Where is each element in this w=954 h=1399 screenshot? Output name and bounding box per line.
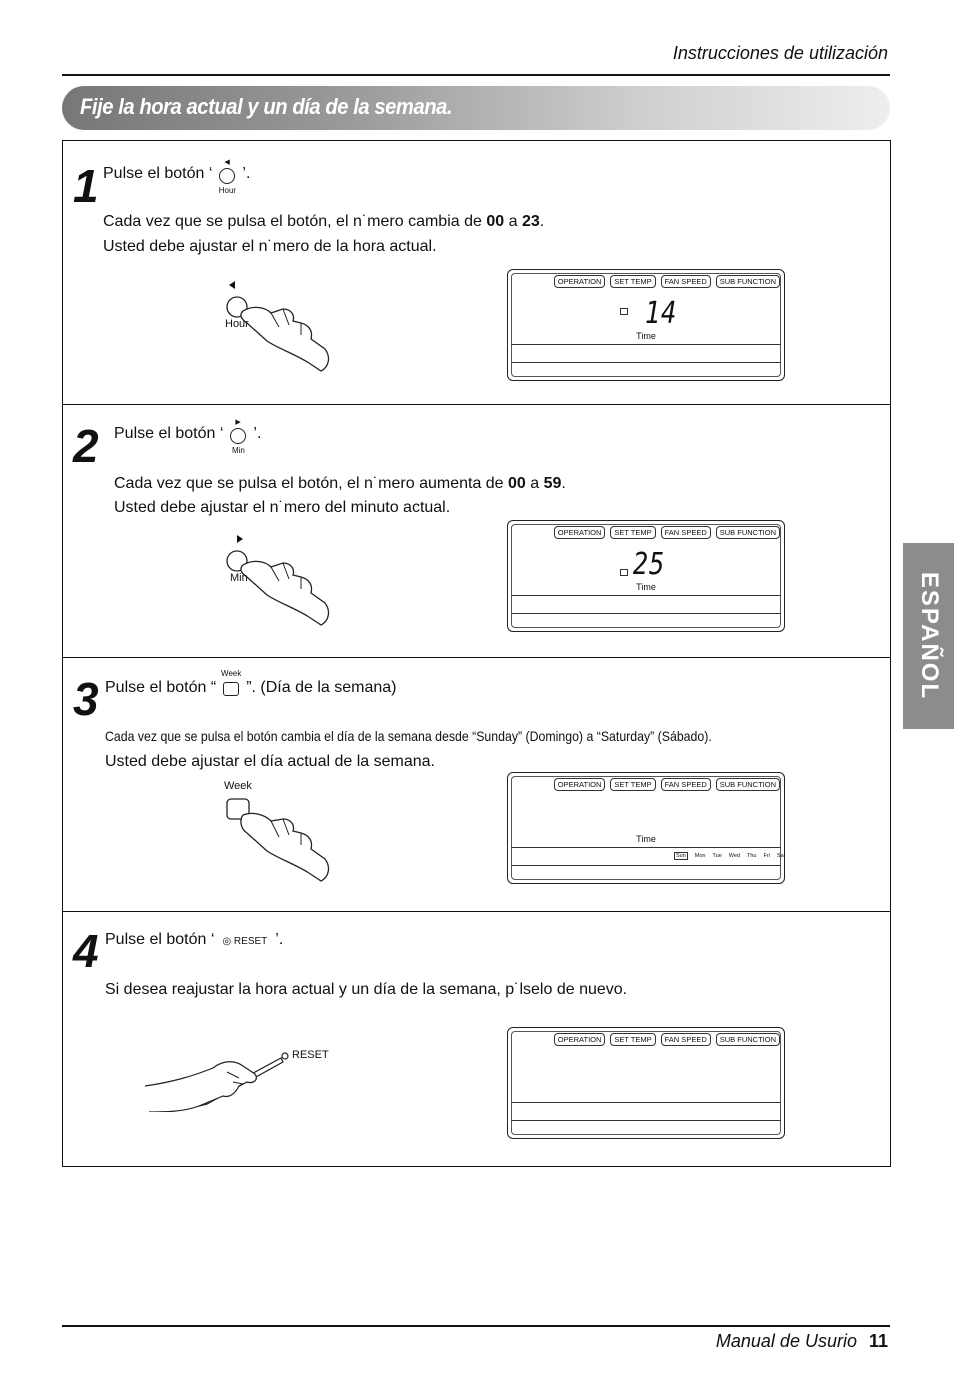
hand-press-week-illustration — [213, 793, 343, 888]
running-header: Instrucciones de utilización — [672, 43, 888, 63]
step-number: 3 — [73, 673, 99, 725]
weekday-sat: Sat — [776, 853, 786, 859]
step-description: Cada vez que se pulsa el botón, el n˙mero cambia de 00 a 23. — [103, 213, 545, 230]
figure-label: Hour — [225, 318, 249, 330]
am-pm-indicator — [620, 569, 628, 576]
weekday-mon: Mon — [694, 853, 706, 859]
language-tab-label: ESPAÑOL — [915, 571, 943, 701]
lcd-display — [507, 772, 785, 884]
lcd-time-label: Time — [636, 331, 656, 341]
page-footer — [716, 1331, 888, 1352]
figure-label: Week — [224, 780, 252, 792]
weekday-sun: Sun — [676, 853, 686, 859]
step-1 — [63, 141, 890, 405]
weekday-tue: Tue — [712, 853, 722, 859]
min-button-icon: ▶ Min — [231, 419, 245, 455]
weekday-thu: Thu — [747, 853, 757, 859]
step-instruction: Pulse el botón ‘ ◎ RESET ’. — [105, 931, 284, 948]
step-description: Cada vez que se pulsa el botón cambia el día de la semana desde “Sunday” (Domingo) a “Saturday” (Sábado). — [105, 728, 712, 744]
step-instruction: Pulse el botón “ Week ”. (Día de la semana) — [105, 669, 397, 697]
lcd-hour-digits: 14 — [644, 296, 678, 331]
lcd-time-label: Time — [636, 834, 656, 844]
step-number: 4 — [73, 925, 99, 977]
step-note: Usted debe ajustar el día actual de la semana. — [105, 753, 435, 770]
reset-button-icon: ◎ RESET — [222, 936, 268, 947]
lcd-mode-chips: OPERATION SET TEMP FAN SPEED SUB FUNCTION — [554, 1033, 780, 1046]
lcd-time-label: Time — [636, 582, 656, 592]
step-note: Usted debe ajustar el n˙mero del minuto actual. — [114, 499, 451, 516]
step-description: Si desea reajustar la hora actual y un día de la semana, p˙lselo de nuevo. — [105, 981, 628, 998]
step-note: Usted debe ajustar el n˙mero de la hora actual. — [103, 238, 437, 255]
section-banner — [62, 86, 890, 130]
step-3 — [63, 658, 890, 912]
lcd-mode-chips: OPERATION SET TEMP FAN SPEED SUB FUNCTION — [554, 275, 780, 288]
figure-label: Min — [230, 572, 248, 584]
lcd-mode-chips: OPERATION SET TEMP FAN SPEED SUB FUNCTION — [554, 778, 780, 791]
figure-label: RESET — [292, 1049, 329, 1061]
section-title: Fije la hora actual y un día de la semana. — [80, 94, 453, 119]
am-pm-indicator — [620, 308, 628, 315]
step-4 — [63, 912, 890, 1166]
language-tab — [903, 543, 954, 729]
lcd-weekday-row — [674, 853, 792, 859]
step-2 — [63, 405, 890, 658]
week-button-icon: Week — [220, 679, 242, 697]
footer-rule — [62, 1325, 890, 1327]
page-number: 11 — [868, 1331, 888, 1351]
lcd-display — [507, 520, 785, 632]
lcd-display — [507, 1027, 785, 1139]
step-instruction: Pulse el botón ‘ ◀ Hour ’. — [103, 159, 251, 195]
steps-frame — [62, 140, 891, 1167]
step-number: 1 — [73, 160, 99, 212]
manual-title: Manual de Usurio — [715, 1331, 857, 1351]
header-rule — [62, 74, 890, 76]
weekday-wed: Wed — [728, 853, 740, 859]
lcd-display — [507, 269, 785, 381]
hand-pen-reset-illustration — [143, 1042, 293, 1112]
lcd-mode-chips: OPERATION SET TEMP FAN SPEED SUB FUNCTION — [554, 526, 780, 539]
lcd-minute-digits: 25 — [632, 547, 666, 582]
hour-button-icon: ◀ Hour — [218, 159, 237, 195]
step-instruction: Pulse el botón ‘ ▶ Min ’. — [114, 419, 262, 455]
step-number: 2 — [73, 420, 99, 472]
step-description: Cada vez que se pulsa el botón, el n˙mero aumenta de 00 a 59. — [114, 475, 566, 492]
weekday-fri: Fri — [763, 853, 770, 859]
